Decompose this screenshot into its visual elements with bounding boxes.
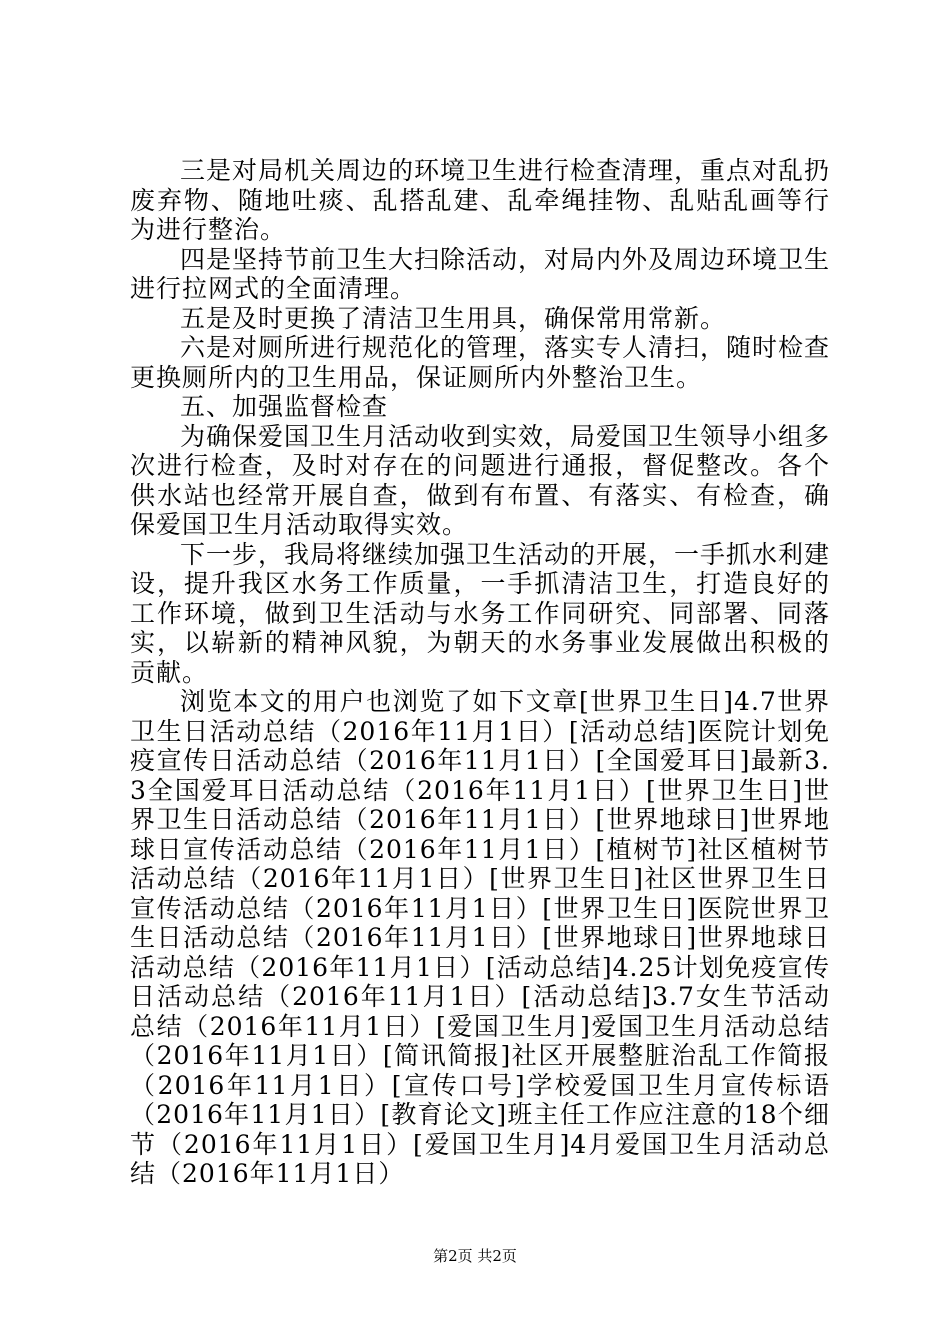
paragraph-replace-supplies: 五是及时更换了清洁卫生用具，确保常用常新。 bbox=[180, 303, 727, 333]
page-number-footer: 第2页 共2页 bbox=[433, 1247, 517, 1265]
paragraph-environment-cleanup: 三是对局机关周边的环境卫生进行检查清理，重点对乱扔废弃物、随地吐痰、乱搭乱建、乱牵绳挂物、乱贴乱画等行为进行整治。 bbox=[130, 156, 831, 244]
paragraph-toilet-management: 六是对厕所进行规范化的管理，落实专人清扫，随时检查更换厕所内的卫生用品，保证厕所内外整治卫生。 bbox=[130, 333, 831, 392]
section-heading-supervision: 五、加强监督检查 bbox=[180, 392, 389, 421]
paragraph-inspection: 为确保爱国卫生月活动收到实效，局爱国卫生领导小组多次进行检查，及时对存在的问题进行通报，督促整改。各个供水站也经常开展自查，做到有布置、有落实、有检查，确保爱国卫生月活动取得实效。 bbox=[130, 421, 831, 539]
paragraph-holiday-cleaning: 四是坚持节前卫生大扫除活动，对局内外及周边环境卫生进行拉网式的全面清理。 bbox=[130, 244, 831, 303]
paragraph-next-steps: 下一步，我局将继续加强卫生活动的开展，一手抓水利建设，提升我区水务工作质量，一手抓清洁卫生，打造良好的工作环境，做到卫生活动与水务工作同研究、同部署、同落实，以崭新的精神风貌，为朝天的水务事业发展做出积极的贡献。 bbox=[130, 539, 831, 687]
document-body bbox=[130, 156, 830, 1189]
paragraph-related-articles: 浏览本文的用户也浏览了如下文章[世界卫生日]4.7世界卫生日活动总结（2016年11月1日）[活动总结]医院计划免疫宣传日活动总结（2016年11月1日）[全国爱耳日]最新3.3全国爱耳日活动总结（2016年11月1日）[世界卫生日]世界卫生日活动总结（2016年11月1日）[世界地球日]世界地球日宣传活动总结（2016年11月1日）[植树节]社区植树节活动总结（2016年11月1日）[世界卫生日]社区世界卫生日宣传活动总结（2016年11月1日）[世界卫生日]医院世界卫生日活动总结（2016年11月1日）[世界地球日]世界地球日活动总结（2016年11月1日）[活动总结]4.25计划免疫宣传日活动总结（2016年11月1日）[活动总结]3.7女生节活动总结（2016年11月1日）[爱国卫生月]爱国卫生月活动总结（2016年11月1日）[简讯简报]社区开展整脏治乱工作简报（2016年11月1日）[宣传口号]学校爱国卫生月宣传标语（2016年11月1日）[教育论文]班主任工作应注意的18个细节（2016年11月1日）[爱国卫生月]4月爱国卫生月活动总结（2016年11月1日） bbox=[130, 687, 830, 1188]
